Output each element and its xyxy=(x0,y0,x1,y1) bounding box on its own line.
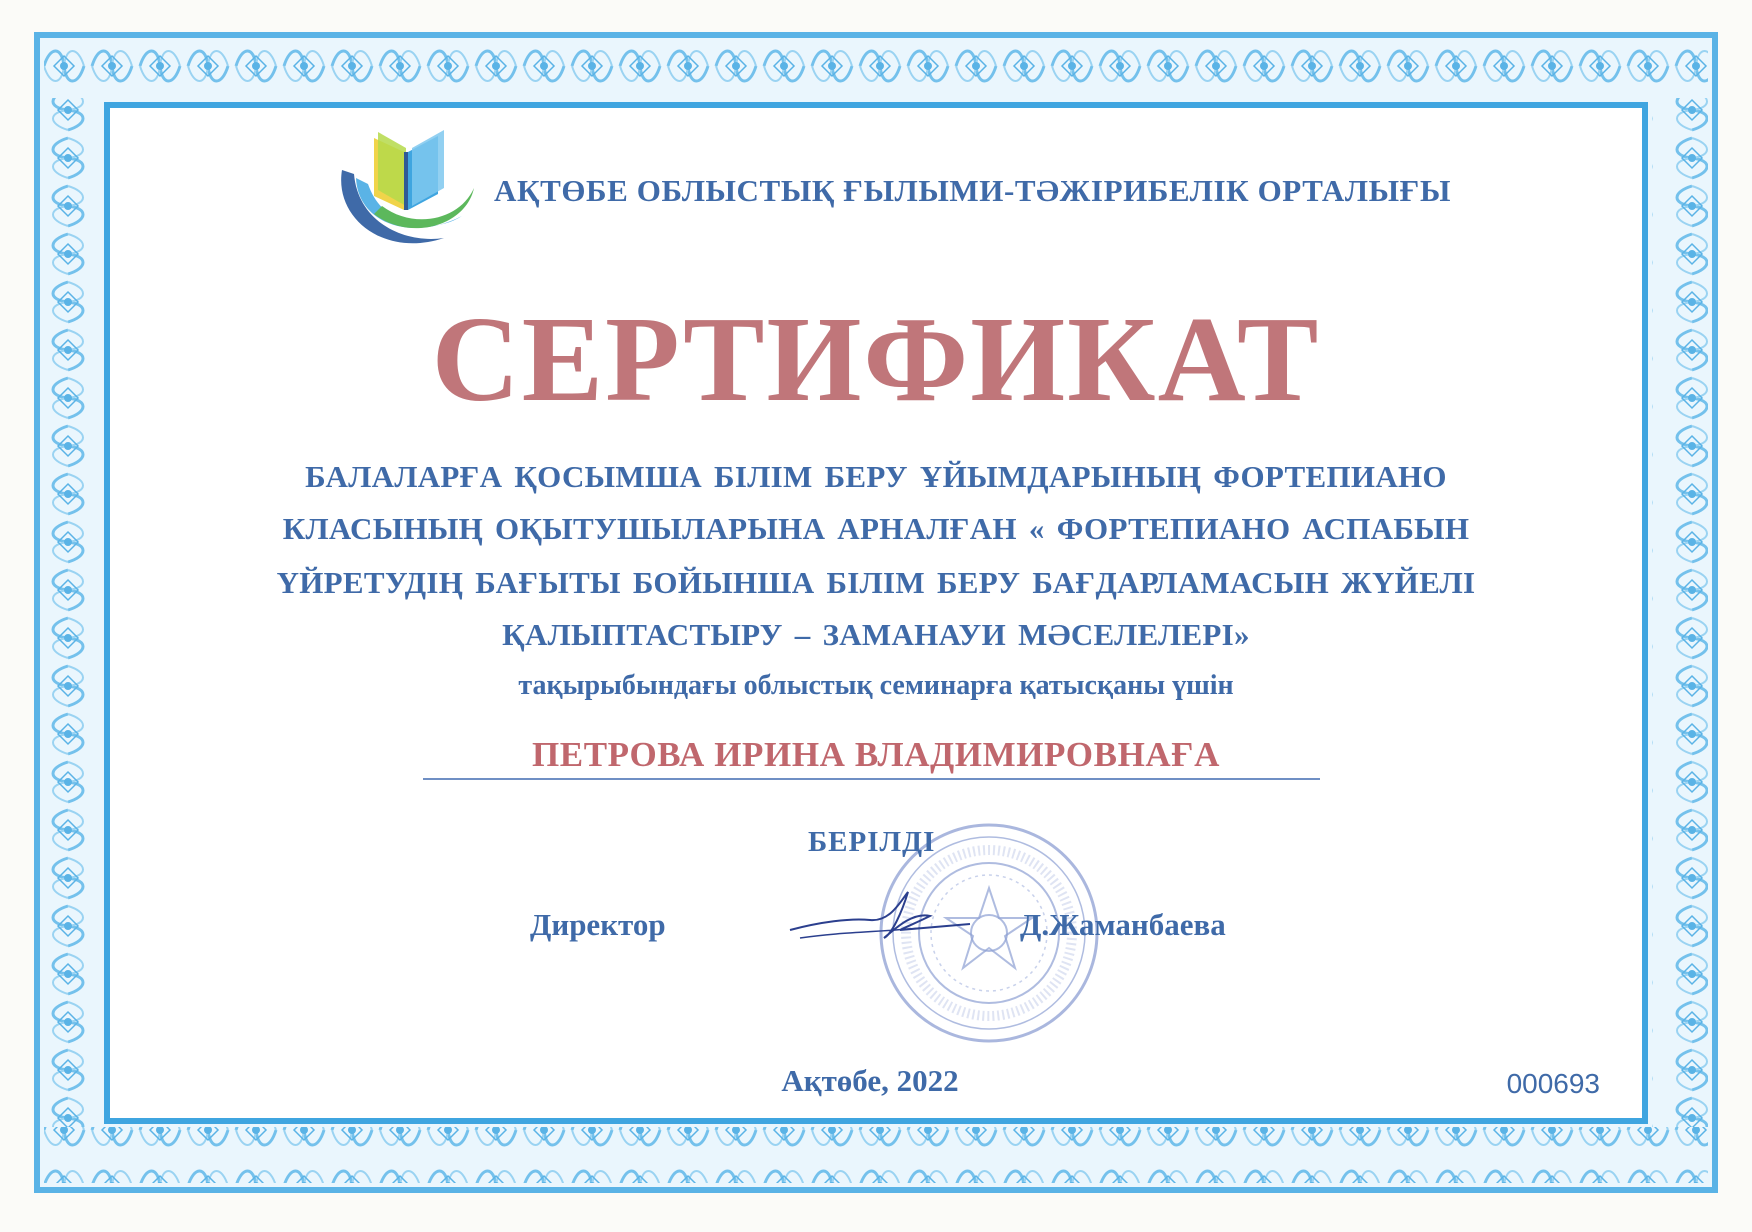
organization-name: АҚТӨБЕ ОБЛЫСТЫҚ ҒЫЛЫМИ-ТӘЖІРИБЕЛІК ОРТАЛЫҒЫ xyxy=(494,173,1452,208)
topic-line-4: ҚАЛЫПТАСТЫРУ – ЗАМАНАУИ МӘСЕЛЕЛЕРІ» xyxy=(502,617,1250,652)
open-book-swoosh-icon xyxy=(334,118,482,252)
issued-label: БЕРІЛДІ xyxy=(808,826,936,858)
director-label: Директор xyxy=(530,907,666,942)
director-name: Д.Жаманбаева xyxy=(1020,907,1226,942)
city-and-year: Ақтөбе, 2022 xyxy=(781,1063,959,1098)
signature-icon xyxy=(780,882,980,952)
serial-number: 000693 xyxy=(1506,1068,1600,1099)
topic-line-1: БАЛАЛАРҒА ҚОСЫМША БІЛІМ БЕРУ ҰЙЫМДАРЫНЫҢ ФОРТЕПИАНО xyxy=(305,459,1447,494)
topic-line-3: ҮЙРЕТУДІҢ БАҒЫТЫ БОЙЫНША БІЛІМ БЕРУ БАҒДАРЛАМАСЫН ЖҮЙЕЛІ xyxy=(276,565,1476,600)
topic-line-2: КЛАСЫНЫҢ ОҚЫТУШЫЛАРЫНА АРНАЛҒАН « ФОРТЕПИАНО АСПАБЫН xyxy=(282,511,1470,546)
recipient-underline xyxy=(423,778,1320,780)
recipient-name: ПЕТРОВА ИРИНА ВЛАДИМИРОВНАҒА xyxy=(531,735,1221,774)
seminar-subtitle: тақырыбындағы облыстық семинарға қатысқаны үшін xyxy=(518,670,1234,701)
certificate-title: СЕРТИФИКАТ xyxy=(431,292,1321,427)
